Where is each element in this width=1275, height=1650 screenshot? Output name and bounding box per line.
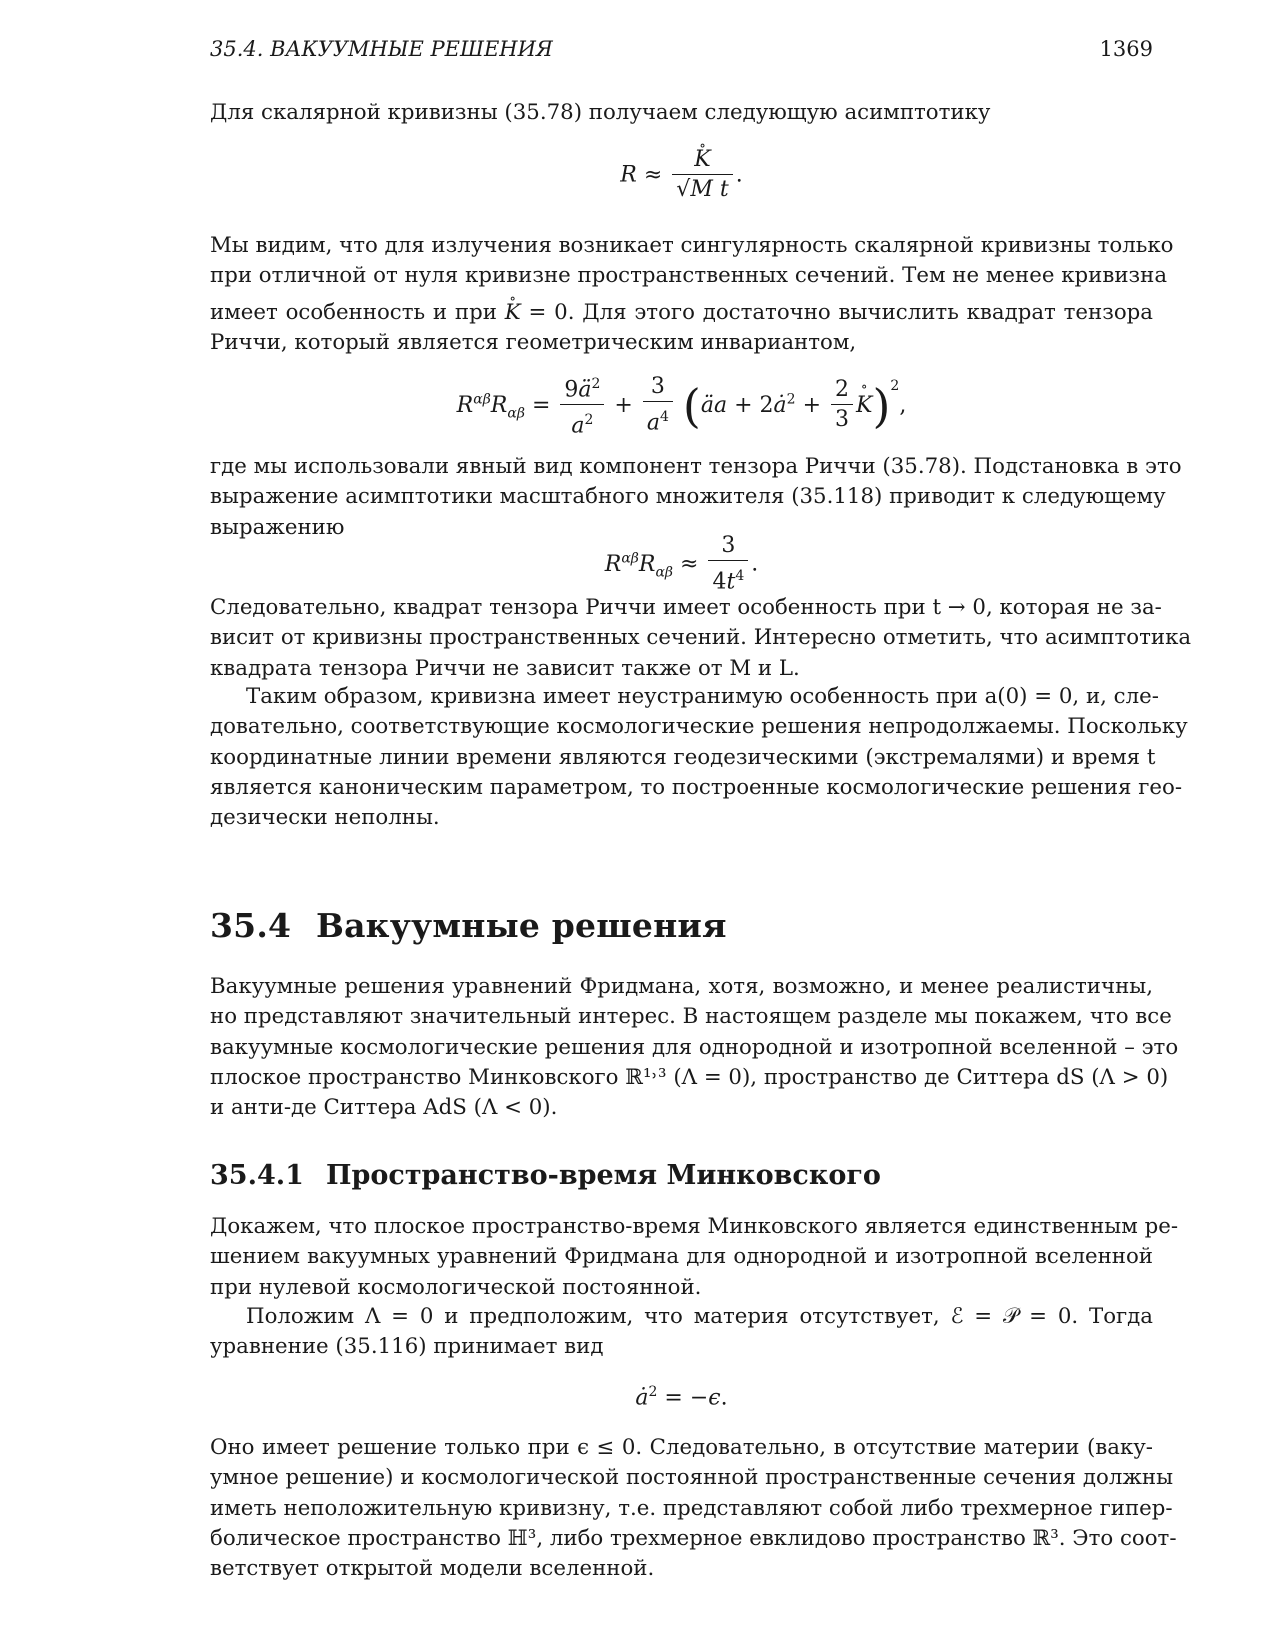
equation-ricci-square: $R^{\alpha\beta}R_{\alpha\beta}$ = $\frac{9ä^2}{a^2}$ + $\frac{3}{a^4}$ (äa + $2ȧ^2$ + $\frac{2}{3}$ ∘ K)$^2$, (210, 370, 1153, 442)
paragraph-assume-lambda: Положим Λ = 0 и предположим, что материя отсутствует, ℰ = 𝒫 = 0. Тогда уравнение (35.116) принимает вид (210, 1304, 1153, 1360)
paragraph-geodesic-incomplete: Таким образом, кривизна имеет неустранимую особенность при a(0) = 0, и, сле- довательно, соответствующие космологические решения непродолжаемы. Поскольку координатные линии времени являются геодезическими (экстремалями) и время t является каноническим параметром, то построенные космологические решения гео- дезически неполны. (210, 684, 1188, 831)
paragraph-consequently: Следовательно, квадрат тензора Риччи имеет особенность при t → 0, которая не за- висит от кривизны пространственных сечений. Интересно отметить, что асимптотика квадрата тензора Риччи не зависит также от M и L. (210, 595, 1192, 681)
paragraph-solution-conditions: Оно имеет решение только при ϵ ≤ 0. Следовательно, в отсутствие материи (ваку- умное решение) и космологической постоянной пространственные сечения должны иметь неположительную кривизну, т.е. представляют собой либо трехмерное гипер- болическое пространство ℍ³, либо трехмерное евклидово пространство ℝ³. Это соот- ветствует открытой модели вселенной. (210, 1435, 1177, 1582)
paragraph-minkowski-proof: Докажем, что плоское пространство-время Минковского является единственным ре- шением вакуумных уравнений Фридмана для однородной и изотропной вселенной при нулевой космологической постоянной. (210, 1214, 1179, 1300)
paragraph-substitution: где мы использовали явный вид компонент тензора Риччи (35.78). Подстановка в это выражение асимптотики масштабного множителя (35.118) приводит к следующему выражению (210, 454, 1182, 540)
subsection-heading: 35.4.1 Пространство-время Минковского (210, 1160, 881, 1191)
section-heading: 35.4 Вакуумные решения (210, 906, 727, 945)
running-head (210, 34, 1153, 64)
page-number: 1369 (1099, 37, 1153, 61)
paragraph-singularity: Мы видим, что для излучения возникает сингулярность скалярной кривизны только при отличной от нуля кривизне пространственных сечений. Тем не менее кривизна имеет особенность и при ∘ K = 0. Для этого достаточно вычислить квадрат тензора Риччи, который является геометрическим инвариантом, (210, 231, 1153, 358)
paragraph-vacuum-intro: Вакуумные решения уравнений Фридмана, хотя, возможно, и менее реалистичны, но представляют значительный интерес. В настоящем разделе мы покажем, что все вакуумные космологические решения для однородной и изотропной вселенной – это плоское пространство Минковского ℝ¹˒³ (Λ = 0), пространство де Ситтера dS (Λ > 0) и анти-де Ситтера AdS (Λ < 0). (210, 974, 1179, 1121)
equation-scalar-curvature: R ≈ ∘ $\frac{K}{\text{√M t}}$ . (210, 146, 1153, 205)
paragraph-scalar-curvature: Для скалярной кривизны (35.78) получаем следующую асимптотику (210, 100, 991, 125)
running-head-section: 35.4. ВАКУУМНЫЕ РЕШЕНИЯ (210, 37, 553, 61)
equation-ricci-asymptotic: $R^{\alpha\beta}R_{\alpha\beta}$ ≈ $\frac{3}{4t^4}$ . (210, 532, 1153, 597)
equation-a-dot-squared: $ȧ^2 = -\epsilon$. (635, 1384, 728, 1411)
